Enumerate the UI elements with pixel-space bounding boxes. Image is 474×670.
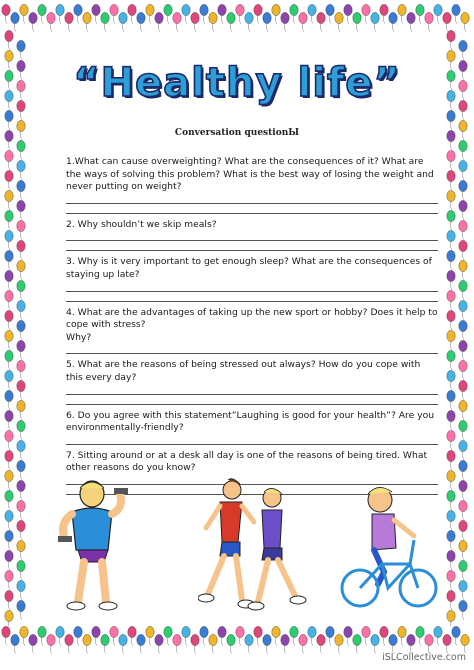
question-text: 3. Why is it very important to get enough sleep? What are the consequences of staying up late? bbox=[66, 256, 432, 280]
illustrations bbox=[48, 476, 440, 616]
runners-icon bbox=[198, 476, 308, 614]
answer-line[interactable] bbox=[66, 292, 438, 302]
answer-line[interactable] bbox=[66, 344, 438, 354]
answer-line[interactable] bbox=[66, 204, 438, 214]
worksheet-title: “Healthy life” bbox=[73, 60, 401, 106]
worksheet bbox=[34, 36, 440, 620]
answer-line[interactable] bbox=[66, 435, 438, 445]
footer-site: iSLCollective.com bbox=[382, 652, 466, 663]
question-text: 6. Do you agree with this statement”Laughing is good for your health”? Are you environmentally-friendly? bbox=[66, 409, 435, 434]
question-item bbox=[66, 410, 438, 445]
answer-line[interactable] bbox=[66, 282, 438, 292]
balloon-border-top bbox=[0, 0, 474, 34]
question-text: 2. Why shouldn’t we skip meals? bbox=[66, 218, 217, 230]
cyclist-icon bbox=[338, 480, 438, 612]
answer-line[interactable] bbox=[66, 385, 438, 395]
balloon-border-right bbox=[442, 30, 474, 626]
question-text: 7. Sitting around or at a desk all day is one of the reasons of being tired. What other reasons do you know? bbox=[66, 449, 428, 474]
weightlifter-icon bbox=[54, 478, 132, 612]
question-item bbox=[66, 359, 438, 404]
answer-line[interactable] bbox=[66, 194, 438, 204]
balloon-border-left bbox=[0, 30, 32, 626]
worksheet-subtitle: Conversation questionЫ bbox=[174, 128, 300, 138]
question-text: 5. What are the reasons of being stressed out always? How do you cope with this every day? bbox=[66, 359, 421, 383]
answer-line[interactable] bbox=[66, 395, 438, 405]
answer-line[interactable] bbox=[66, 241, 438, 251]
question-item bbox=[66, 219, 438, 252]
question-text: 1.What can cause overweighting? What are the consequences of it? What are the ways of solving this problem? What is the best way of losing the weight and never putting on weight? bbox=[66, 156, 434, 193]
question-item bbox=[66, 156, 438, 214]
balloon-border-bottom bbox=[0, 622, 474, 656]
question-item bbox=[66, 256, 438, 301]
question-text: 4. What are the advantages of taking up the new sport or hobby? Does it help to cope with stress? bbox=[66, 306, 438, 331]
question-item bbox=[66, 307, 438, 355]
answer-line[interactable] bbox=[66, 231, 438, 241]
question-list bbox=[66, 156, 438, 500]
question-followup: Why? bbox=[66, 331, 92, 343]
